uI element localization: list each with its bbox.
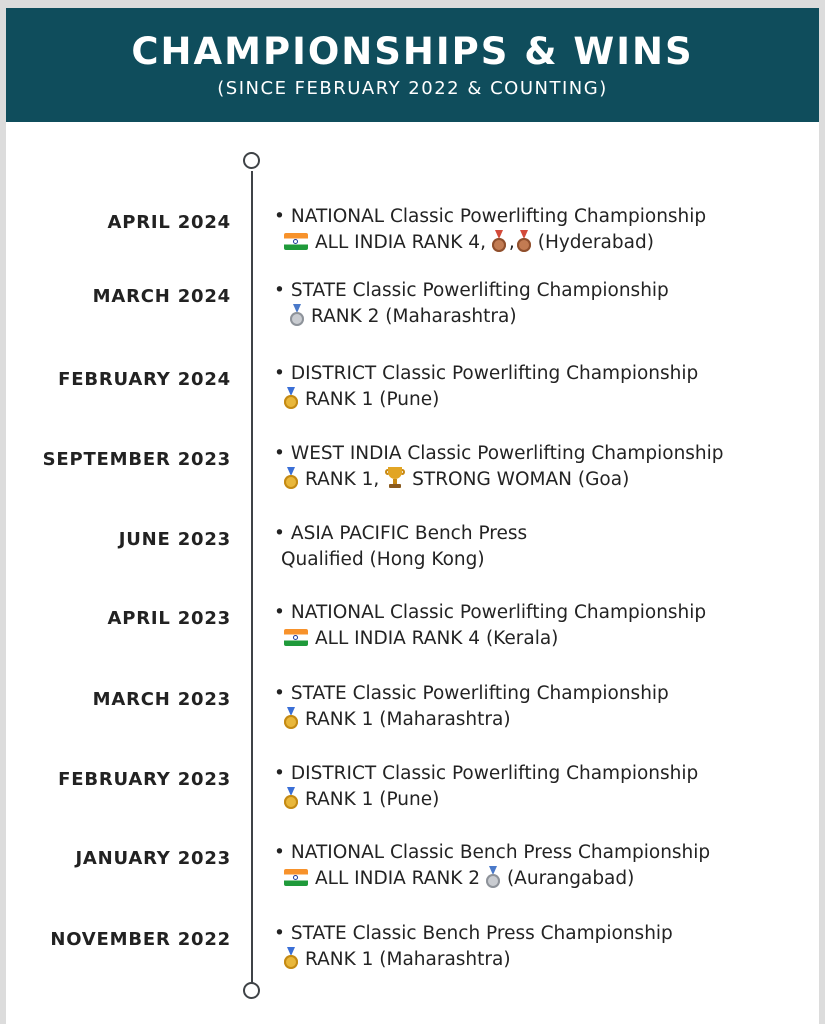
timeline-line <box>251 171 253 983</box>
entry-event: • NATIONAL Classic Powerlifting Championship <box>274 602 707 623</box>
entry-result: ALL INDIA RANK 4 (Kerala) <box>284 628 558 649</box>
page-subtitle: (SINCE FEBRUARY 2022 & COUNTING) <box>217 78 608 99</box>
entry-event: • STATE Classic Powerlifting Championship <box>274 280 669 301</box>
gold-medal-icon <box>284 387 298 409</box>
entry-result: RANK 2 (Maharashtra) <box>284 306 517 328</box>
header-banner <box>6 8 819 122</box>
entry-date: MARCH 2024 <box>92 286 231 307</box>
gold-medal-icon <box>284 947 298 969</box>
entry-date: JUNE 2023 <box>118 529 231 550</box>
entry-date: FEBRUARY 2023 <box>58 769 231 790</box>
entry-result: RANK 1 (Maharashtra) <box>284 949 511 971</box>
india-flag-icon <box>284 233 308 250</box>
entry-result: ALL INDIA RANK 2 (Aurangabad) <box>284 868 634 890</box>
entry-result: Qualified (Hong Kong) <box>281 549 485 570</box>
gold-medal-icon <box>284 467 298 489</box>
championships-poster <box>6 8 819 1024</box>
entry-result: ALL INDIA RANK 4, , (Hyderabad) <box>284 232 654 254</box>
bronze-medal-icon <box>517 230 531 252</box>
entry-result: RANK 1 (Pune) <box>284 389 439 411</box>
entry-date: JANUARY 2023 <box>75 848 231 869</box>
entry-date: APRIL 2024 <box>107 212 231 233</box>
entry-date: NOVEMBER 2022 <box>50 929 231 950</box>
page-title: CHAMPIONSHIPS & WINS <box>131 30 694 73</box>
entry-date: MARCH 2023 <box>92 689 231 710</box>
entry-date: SEPTEMBER 2023 <box>42 449 231 470</box>
entry-result: RANK 1 (Pune) <box>284 789 439 811</box>
entry-event: • NATIONAL Classic Bench Press Championship <box>274 842 711 863</box>
silver-medal-icon <box>290 304 304 326</box>
trophy-icon <box>385 467 405 489</box>
timeline-start-circle <box>243 152 260 169</box>
entry-event: • WEST INDIA Classic Powerlifting Championship <box>274 443 724 464</box>
entry-event: • ASIA PACIFIC Bench Press <box>274 523 528 544</box>
timeline-end-circle <box>243 982 260 999</box>
entry-result: RANK 1 (Maharashtra) <box>284 709 511 731</box>
entry-event: • STATE Classic Bench Press Championship <box>274 923 673 944</box>
entry-event: • DISTRICT Classic Powerlifting Championship <box>274 763 699 784</box>
india-flag-icon <box>284 869 308 886</box>
entry-event: • NATIONAL Classic Powerlifting Championship <box>274 206 707 227</box>
entry-date: APRIL 2023 <box>107 608 231 629</box>
gold-medal-icon <box>284 707 298 729</box>
entry-event: • STATE Classic Powerlifting Championship <box>274 683 669 704</box>
entry-date: FEBRUARY 2024 <box>58 369 231 390</box>
bronze-medal-icon <box>492 230 506 252</box>
gold-medal-icon <box>284 787 298 809</box>
silver-medal-icon <box>486 866 500 888</box>
entry-result: RANK 1, STRONG WOMAN (Goa) <box>284 469 629 491</box>
india-flag-icon <box>284 629 308 646</box>
entry-event: • DISTRICT Classic Powerlifting Championship <box>274 363 699 384</box>
